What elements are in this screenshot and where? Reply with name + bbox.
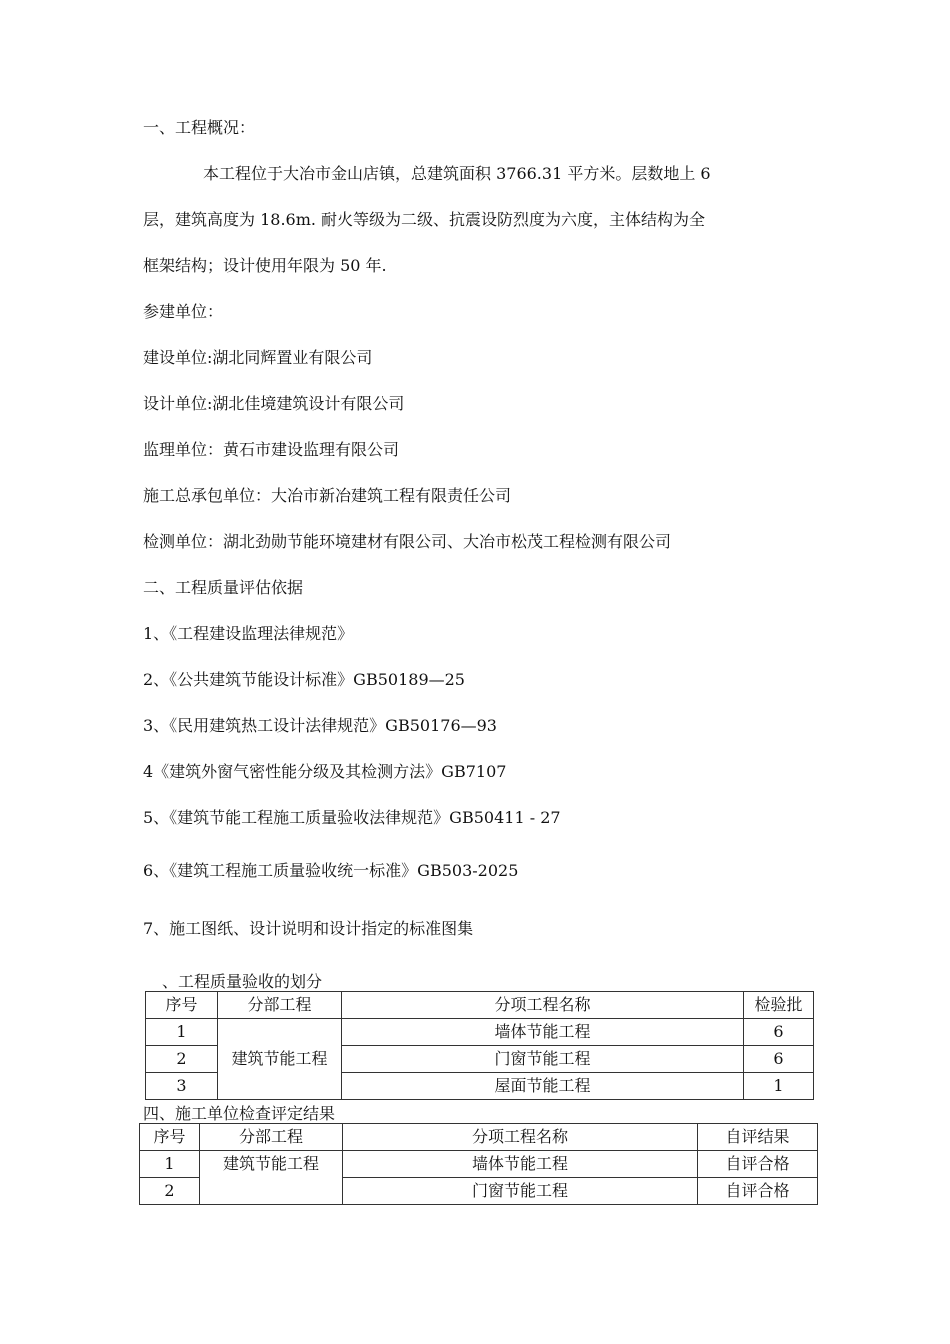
testing-unit: 检测单位：湖北劲勋节能环境建材有限公司、大冶市松茂工程检测有限公司 xyxy=(143,532,672,551)
division-cell: 建筑节能工程 xyxy=(200,1151,343,1205)
item-name: 门窗节能工程 xyxy=(342,1046,744,1073)
table-header-row xyxy=(146,992,814,1019)
evaluation-result: 自评合格 xyxy=(698,1178,818,1205)
header-cell: 序号 xyxy=(140,1124,200,1151)
item-name: 墙体节能工程 xyxy=(342,1019,744,1046)
basis-item: 2、《公共建筑节能设计标准》GB50189—25 xyxy=(143,670,465,689)
design-unit: 设计单位:湖北佳境建筑设计有限公司 xyxy=(143,394,405,413)
evaluation-result: 自评合格 xyxy=(698,1151,818,1178)
owner-unit: 建设单位:湖北同辉置业有限公司 xyxy=(143,348,373,367)
overview-paragraph-line2: 层，建筑高度为 18.6m. 耐火等级为二级、抗震设防烈度为六度，主体结构为全 xyxy=(143,210,706,229)
basis-item: 6、《建筑工程施工质量验收统一标准》GB503-2025 xyxy=(143,861,519,880)
header-cell: 分项工程名称 xyxy=(342,992,744,1019)
row-number: 2 xyxy=(146,1046,218,1073)
supervision-unit: 监理单位：黄石市建设监理有限公司 xyxy=(143,440,400,459)
section1-heading: 一、工程概况： xyxy=(143,118,256,137)
section2-heading: 二、工程质量评估依据 xyxy=(143,578,304,597)
item-name: 门窗节能工程 xyxy=(343,1178,698,1205)
section4-heading: 四、施工单位检查评定结果 xyxy=(143,1104,336,1123)
division-cell: 建筑节能工程 xyxy=(218,1019,342,1100)
batch-count: 6 xyxy=(744,1046,814,1073)
acceptance-division-table xyxy=(145,991,814,1100)
basis-item: 4《建筑外窗气密性能分级及其检测方法》GB7107 xyxy=(143,762,507,781)
general-contractor: 施工总承包单位：大冶市新冶建筑工程有限责任公司 xyxy=(143,486,512,505)
item-name: 屋面节能工程 xyxy=(342,1073,744,1100)
header-cell: 检验批 xyxy=(744,992,814,1019)
table-row xyxy=(146,1019,814,1046)
row-number: 3 xyxy=(146,1073,218,1100)
header-cell: 序号 xyxy=(146,992,218,1019)
batch-count: 6 xyxy=(744,1019,814,1046)
header-cell: 分部工程 xyxy=(218,992,342,1019)
participants-label: 参建单位： xyxy=(143,302,224,321)
row-number: 2 xyxy=(140,1178,200,1205)
basis-item: 1、《工程建设监理法律规范》 xyxy=(143,624,354,643)
table-header-row xyxy=(140,1124,818,1151)
overview-paragraph-line1: 本工程位于大冶市金山店镇，总建筑面积 3766.31 平方米。层数地上 6 xyxy=(203,164,711,183)
overview-paragraph-line3: 框架结构；设计使用年限为 50 年. xyxy=(143,256,387,275)
self-evaluation-table xyxy=(139,1123,818,1205)
item-name: 墙体节能工程 xyxy=(343,1151,698,1178)
header-cell: 自评结果 xyxy=(698,1124,818,1151)
row-number: 1 xyxy=(140,1151,200,1178)
batch-count: 1 xyxy=(744,1073,814,1100)
table-row xyxy=(140,1151,818,1178)
basis-item: 3、《民用建筑热工设计法律规范》GB50176—93 xyxy=(143,716,497,735)
header-cell: 分部工程 xyxy=(200,1124,343,1151)
row-number: 1 xyxy=(146,1019,218,1046)
basis-item: 7、施工图纸、设计说明和设计指定的标准图集 xyxy=(143,919,474,938)
header-cell: 分项工程名称 xyxy=(343,1124,698,1151)
section3-heading: 、工程质量验收的划分 xyxy=(162,972,323,991)
basis-item: 5、《建筑节能工程施工质量验收法律规范》GB50411 - 27 xyxy=(143,808,561,827)
